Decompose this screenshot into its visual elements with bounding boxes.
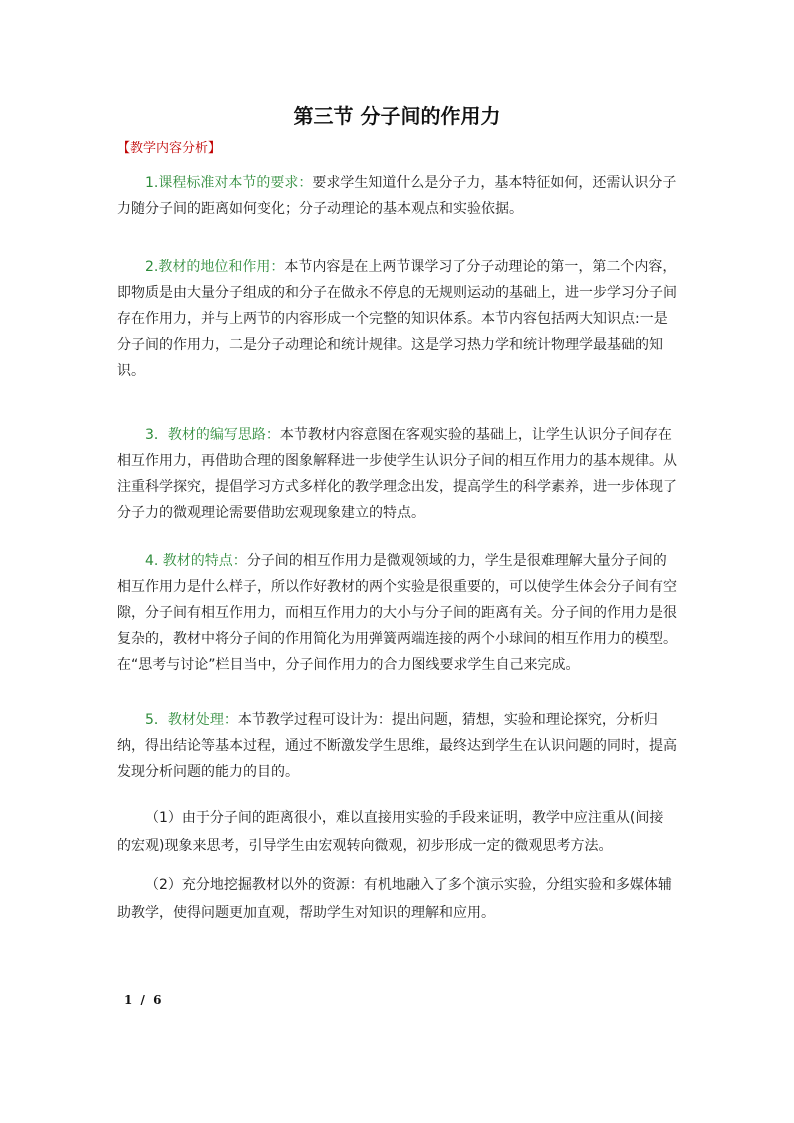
sub-point-2: （2）充分地挖掘教材以外的资源：有机地融入了多个演示实验，分组实验和多媒体辅助教学，使得问题更加直观，帮助学生对知识的理解和应用。 bbox=[117, 877, 672, 921]
paragraph-role-of-material bbox=[117, 254, 677, 384]
paragraph-writing-approach bbox=[117, 422, 677, 526]
section-heading: 【教学内容分析】 bbox=[117, 141, 222, 156]
paragraph-body: 分子间的相互作用力是微观领域的力，学生是很难理解大量分子间的相互作用力是什么样子，所以作好教材的两个实验是很重要的，可以使学生体会分子间有空隙，分子间有相互作用力，而相互作用力的大小与分子间的距离有关。分子间的作用力是很复杂的，教材中将分子间的作用简化为用弹簧两端连接的两个小球间的相互作用力的模型。在“思考与讨论”栏目当中，分子间作用力的合力图线要求学生自己来完成。 bbox=[117, 553, 677, 673]
paragraph-curriculum-requirements bbox=[117, 170, 677, 222]
paragraph-body: 本节教材内容意图在客观实验的基础上，让学生认识分子间存在相互作用力，再借助合理的图象解释进一步使学生认识分子间的相互作用力的基本规律。从注重科学探究，提倡学习方式多样化的教学理念出发，提高学生的科学素养，进一步体现了分子力的微观理论需要借助宏观现象建立的特点。 bbox=[117, 427, 677, 521]
paragraph-material-handling bbox=[117, 707, 677, 785]
paragraph-lead: 5．教材处理： bbox=[145, 712, 238, 728]
paragraph-lead: 3．教材的编写思路： bbox=[145, 427, 280, 443]
paragraph-material-features bbox=[117, 548, 677, 678]
sub-point-1: （1）由于分子间的距离很小，难以直接用实验的手段来证明，教学中应注重从(间接的宏观)现象来思考，引导学生由宏观转向微观，初步形成一定的微观思考方法。 bbox=[117, 810, 664, 854]
paragraph-lead: 2.教材的地位和作用： bbox=[145, 259, 285, 275]
paragraph-body: 本节内容是在上两节课学习了分子动理论的第一，第二个内容，即物质是由大量分子组成的和分子在做永不停息的无规则运动的基础上，进一步学习分子间存在作用力，并与上两节的内容形成一个完整的知识体系。本节内容包括两大知识点:一是分子间的作用力，二是分子动理论和统计规律。这是学习热力学和统计物理学最基础的知识。 bbox=[117, 259, 677, 379]
page-indicator: 1 / 6 bbox=[124, 993, 164, 1007]
page-title: 第三节 分子间的作用力 bbox=[293, 104, 501, 128]
paragraph-lead: 4. 教材的特点： bbox=[145, 553, 247, 569]
paragraph-lead: 1.课程标准对本节的要求： bbox=[145, 175, 313, 191]
paragraph-body: 本节教学过程可设计为：提出问题，猜想，实验和理论探究，分析归纳，得出结论等基本过程，通过不断激发学生思维，最终达到学生在认识问题的同时，提高发现分析问题的能力的目的。 bbox=[117, 712, 677, 780]
paragraph-body: 要求学生知道什么是分子力，基本特征如何，还需认识分子力随分子间的距离如何变化；分子动理论的基本观点和实验依据。 bbox=[117, 175, 677, 217]
